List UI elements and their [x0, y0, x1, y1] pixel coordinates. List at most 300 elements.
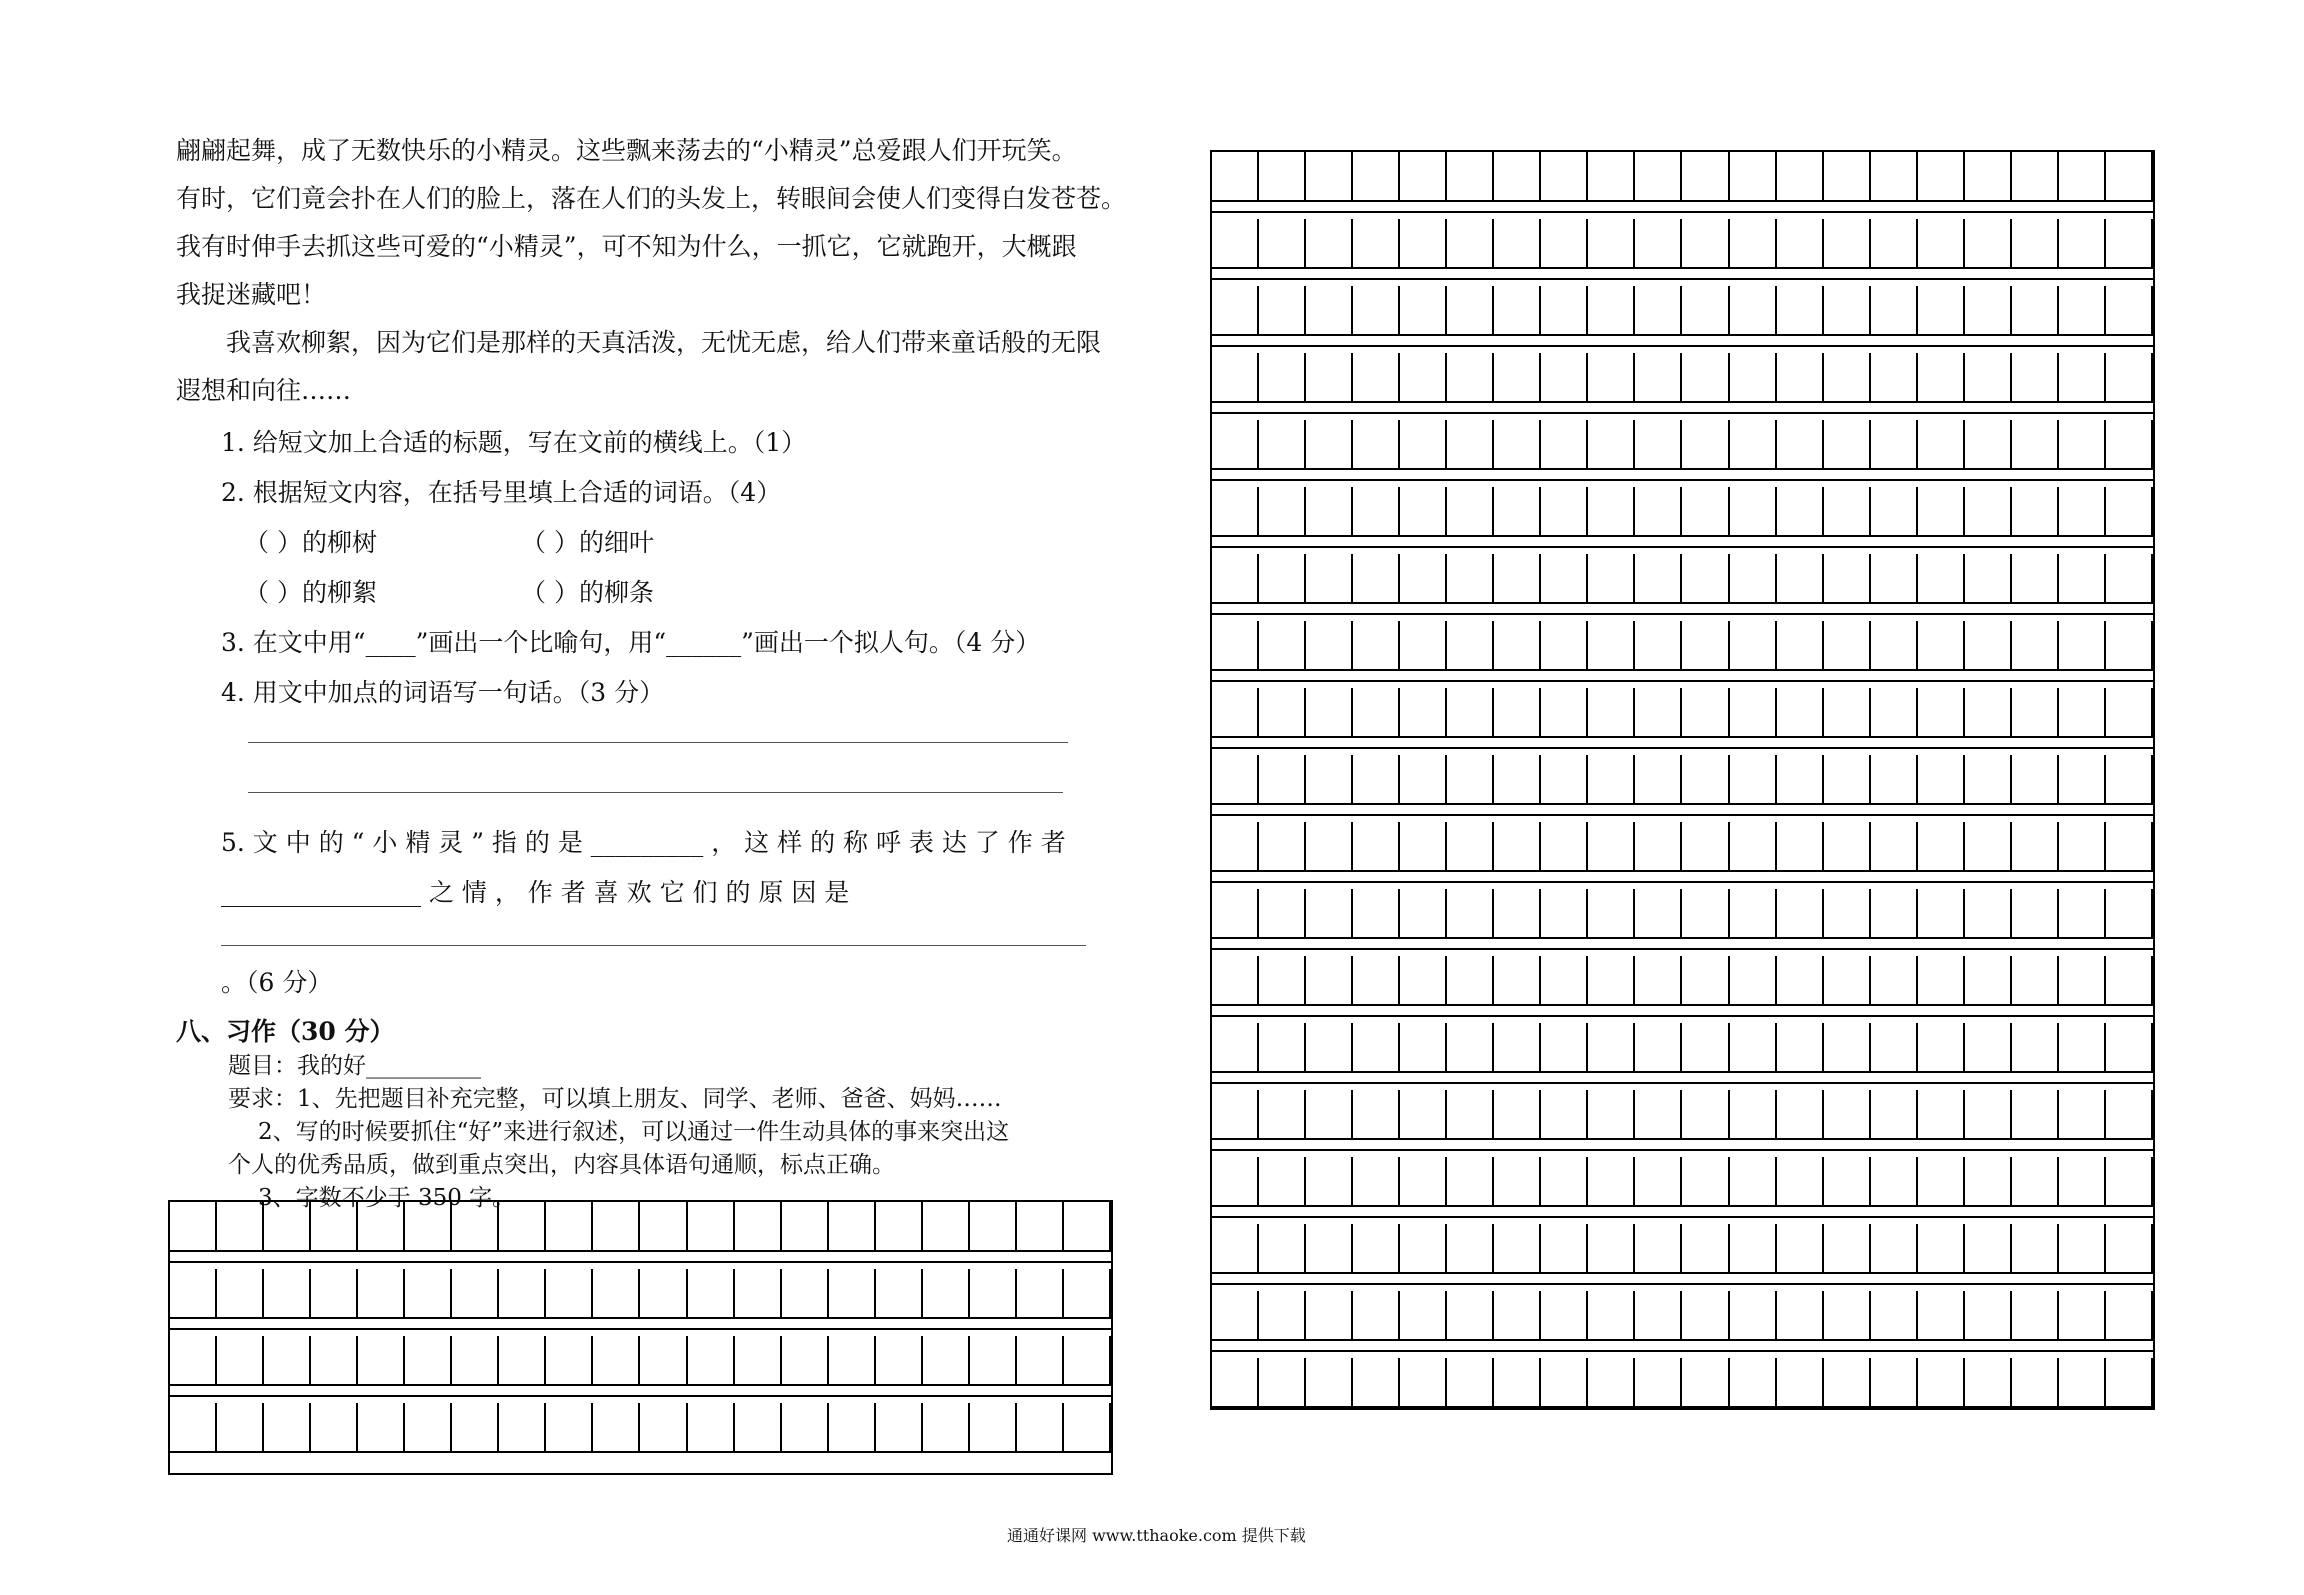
grid-cell[interactable] — [1259, 688, 1306, 738]
grid-cell[interactable] — [1918, 755, 1965, 805]
grid-cell[interactable] — [170, 1403, 217, 1453]
grid-cell[interactable] — [311, 1202, 358, 1252]
grid-cell[interactable] — [1353, 688, 1400, 738]
grid-cell[interactable] — [1588, 688, 1635, 738]
grid-cell[interactable] — [1447, 1291, 1494, 1341]
grid-cell[interactable] — [1918, 688, 1965, 738]
grid-cell[interactable] — [782, 1202, 829, 1252]
grid-cell[interactable] — [2106, 755, 2153, 805]
grid-cell[interactable] — [876, 1269, 923, 1319]
grid-cell[interactable] — [1212, 688, 1259, 738]
grid-cell[interactable] — [1777, 822, 1824, 872]
grid-cell[interactable] — [2106, 822, 2153, 872]
grid-cell[interactable] — [311, 1403, 358, 1453]
grid-cell[interactable] — [1965, 219, 2012, 269]
grid-cell[interactable] — [1635, 353, 1682, 403]
grid-cell[interactable] — [1683, 1023, 1730, 1073]
grid-cell[interactable] — [1683, 353, 1730, 403]
grid-cell[interactable] — [1306, 1224, 1353, 1274]
grid-cell[interactable] — [1212, 420, 1259, 470]
grid-cell[interactable] — [1683, 286, 1730, 336]
answer-line-2[interactable] — [248, 792, 1063, 793]
grid-cell[interactable] — [1777, 487, 1824, 537]
grid-cell[interactable] — [1918, 889, 1965, 939]
grid-cell[interactable] — [1588, 554, 1635, 604]
grid-cell[interactable] — [1447, 152, 1494, 202]
grid-cell[interactable] — [2012, 1157, 2059, 1207]
grid-cell[interactable] — [2012, 621, 2059, 671]
grid-cell[interactable] — [1494, 1358, 1541, 1408]
grid-cell[interactable] — [1918, 554, 1965, 604]
grid-cell[interactable] — [2106, 353, 2153, 403]
grid-cell[interactable] — [1212, 755, 1259, 805]
grid-cell[interactable] — [1730, 554, 1777, 604]
grid-cell[interactable] — [1447, 1023, 1494, 1073]
grid-cell[interactable] — [1353, 889, 1400, 939]
grid-cell[interactable] — [1871, 755, 1918, 805]
grid-cell[interactable] — [1494, 152, 1541, 202]
grid-cell[interactable] — [1259, 353, 1306, 403]
grid-cell[interactable] — [1400, 487, 1447, 537]
grid-cell[interactable] — [1683, 889, 1730, 939]
grid-cell[interactable] — [1017, 1269, 1064, 1319]
grid-cell[interactable] — [1353, 1090, 1400, 1140]
grid-cell[interactable] — [1353, 286, 1400, 336]
grid-cell[interactable] — [1683, 956, 1730, 1006]
grid-cell[interactable] — [593, 1202, 640, 1252]
grid-cell[interactable] — [1871, 688, 1918, 738]
grid-cell[interactable] — [1259, 822, 1306, 872]
grid-cell[interactable] — [1918, 1090, 1965, 1140]
grid-cell[interactable] — [1212, 219, 1259, 269]
grid-cell[interactable] — [1635, 219, 1682, 269]
grid-cell[interactable] — [1730, 420, 1777, 470]
grid-row[interactable] — [1212, 621, 2153, 671]
right-writing-grid[interactable] — [1210, 150, 2155, 1410]
grid-cell[interactable] — [2012, 1023, 2059, 1073]
grid-cell[interactable] — [782, 1403, 829, 1453]
grid-cell[interactable] — [1965, 1358, 2012, 1408]
grid-cell[interactable] — [1871, 1291, 1918, 1341]
grid-cell[interactable] — [1918, 1291, 1965, 1341]
grid-cell[interactable] — [1541, 1157, 1588, 1207]
grid-cell[interactable] — [1447, 1090, 1494, 1140]
grid-cell[interactable] — [1259, 286, 1306, 336]
grid-cell[interactable] — [1541, 1023, 1588, 1073]
grid-cell[interactable] — [1259, 1224, 1306, 1274]
grid-cell[interactable] — [1306, 621, 1353, 671]
grid-cell[interactable] — [1683, 1291, 1730, 1341]
grid-cell[interactable] — [1635, 889, 1682, 939]
grid-cell[interactable] — [2106, 420, 2153, 470]
grid-cell[interactable] — [1635, 688, 1682, 738]
grid-cell[interactable] — [1306, 420, 1353, 470]
grid-cell[interactable] — [1730, 1358, 1777, 1408]
grid-cell[interactable] — [1212, 956, 1259, 1006]
grid-cell[interactable] — [1588, 219, 1635, 269]
grid-cell[interactable] — [1259, 1291, 1306, 1341]
grid-cell[interactable] — [1353, 554, 1400, 604]
grid-cell[interactable] — [1777, 688, 1824, 738]
grid-cell[interactable] — [1730, 1291, 1777, 1341]
grid-cell[interactable] — [1683, 487, 1730, 537]
grid-cell[interactable] — [1588, 621, 1635, 671]
grid-cell[interactable] — [264, 1336, 311, 1386]
grid-cell[interactable] — [1588, 353, 1635, 403]
grid-cell[interactable] — [1306, 822, 1353, 872]
grid-cell[interactable] — [1730, 219, 1777, 269]
grid-cell[interactable] — [1541, 822, 1588, 872]
grid-cell[interactable] — [1259, 219, 1306, 269]
grid-cell[interactable] — [1918, 1157, 1965, 1207]
grid-cell[interactable] — [1918, 1023, 1965, 1073]
grid-cell[interactable] — [1353, 956, 1400, 1006]
grid-cell[interactable] — [1494, 554, 1541, 604]
grid-cell[interactable] — [1965, 353, 2012, 403]
grid-row[interactable] — [1212, 1291, 2153, 1341]
grid-cell[interactable] — [1447, 889, 1494, 939]
grid-cell[interactable] — [1541, 1090, 1588, 1140]
grid-cell[interactable] — [2106, 554, 2153, 604]
grid-cell[interactable] — [1353, 822, 1400, 872]
grid-cell[interactable] — [1683, 1224, 1730, 1274]
grid-cell[interactable] — [1730, 1157, 1777, 1207]
grid-cell[interactable] — [217, 1269, 264, 1319]
grid-cell[interactable] — [1871, 889, 1918, 939]
grid-cell[interactable] — [1447, 755, 1494, 805]
grid-cell[interactable] — [1683, 1090, 1730, 1140]
grid-cell[interactable] — [1918, 1358, 1965, 1408]
grid-cell[interactable] — [217, 1202, 264, 1252]
grid-cell[interactable] — [1635, 152, 1682, 202]
grid-cell[interactable] — [1306, 688, 1353, 738]
grid-cell[interactable] — [1306, 1090, 1353, 1140]
grid-cell[interactable] — [1824, 1358, 1871, 1408]
grid-cell[interactable] — [1259, 889, 1306, 939]
grid-cell[interactable] — [1965, 1023, 2012, 1073]
grid-cell[interactable] — [1588, 420, 1635, 470]
grid-cell[interactable] — [1353, 152, 1400, 202]
grid-cell[interactable] — [2106, 621, 2153, 671]
grid-cell[interactable] — [264, 1403, 311, 1453]
grid-cell[interactable] — [1259, 1157, 1306, 1207]
grid-cell[interactable] — [1871, 621, 1918, 671]
grid-cell[interactable] — [1306, 152, 1353, 202]
grid-cell[interactable] — [1259, 554, 1306, 604]
grid-cell[interactable] — [2012, 487, 2059, 537]
grid-cell[interactable] — [1777, 1291, 1824, 1341]
grid-cell[interactable] — [1635, 621, 1682, 671]
grid-cell[interactable] — [1447, 621, 1494, 671]
grid-cell[interactable] — [1777, 1023, 1824, 1073]
grid-cell[interactable] — [876, 1403, 923, 1453]
grid-cell[interactable] — [1212, 353, 1259, 403]
grid-cell[interactable] — [2012, 1224, 2059, 1274]
grid-row[interactable] — [1212, 286, 2153, 336]
grid-cell[interactable] — [1588, 487, 1635, 537]
grid-cell[interactable] — [1353, 1291, 1400, 1341]
grid-cell[interactable] — [1306, 1023, 1353, 1073]
grid-cell[interactable] — [1400, 688, 1447, 738]
grid-cell[interactable] — [452, 1403, 499, 1453]
grid-cell[interactable] — [688, 1202, 735, 1252]
grid-cell[interactable] — [1400, 889, 1447, 939]
grid-cell[interactable] — [1494, 755, 1541, 805]
grid-cell[interactable] — [1447, 554, 1494, 604]
grid-cell[interactable] — [1777, 1090, 1824, 1140]
grid-row[interactable] — [1212, 688, 2153, 738]
grid-cell[interactable] — [1447, 1157, 1494, 1207]
grid-cell[interactable] — [1588, 286, 1635, 336]
grid-cell[interactable] — [1400, 1358, 1447, 1408]
grid-cell[interactable] — [1824, 1157, 1871, 1207]
grid-cell[interactable] — [546, 1336, 593, 1386]
grid-cell[interactable] — [1541, 621, 1588, 671]
grid-cell[interactable] — [1541, 688, 1588, 738]
grid-cell[interactable] — [1824, 822, 1871, 872]
grid-cell[interactable] — [2012, 688, 2059, 738]
grid-row[interactable] — [1212, 554, 2153, 604]
grid-cell[interactable] — [1777, 889, 1824, 939]
grid-cell[interactable] — [1965, 554, 2012, 604]
grid-cell[interactable] — [1447, 956, 1494, 1006]
grid-cell[interactable] — [1541, 1291, 1588, 1341]
grid-cell[interactable] — [1306, 1157, 1353, 1207]
grid-cell[interactable] — [1494, 1224, 1541, 1274]
grid-cell[interactable] — [2059, 286, 2106, 336]
grid-cell[interactable] — [1871, 554, 1918, 604]
grid-cell[interactable] — [1871, 822, 1918, 872]
grid-cell[interactable] — [1259, 1358, 1306, 1408]
grid-cell[interactable] — [1017, 1403, 1064, 1453]
grid-cell[interactable] — [2059, 1157, 2106, 1207]
grid-cell[interactable] — [1824, 1023, 1871, 1073]
grid-cell[interactable] — [1447, 420, 1494, 470]
grid-cell[interactable] — [1017, 1336, 1064, 1386]
grid-cell[interactable] — [2106, 487, 2153, 537]
grid-cell[interactable] — [1965, 621, 2012, 671]
grid-cell[interactable] — [735, 1269, 782, 1319]
grid-cell[interactable] — [1871, 1090, 1918, 1140]
grid-cell[interactable] — [1212, 1291, 1259, 1341]
grid-cell[interactable] — [2106, 956, 2153, 1006]
grid-cell[interactable] — [1588, 889, 1635, 939]
grid-cell[interactable] — [1306, 1358, 1353, 1408]
grid-cell[interactable] — [2059, 1224, 2106, 1274]
grid-cell[interactable] — [1871, 956, 1918, 1006]
grid-cell[interactable] — [1494, 487, 1541, 537]
grid-cell[interactable] — [1447, 688, 1494, 738]
grid-cell[interactable] — [1541, 1358, 1588, 1408]
grid-cell[interactable] — [1965, 1224, 2012, 1274]
grid-cell[interactable] — [970, 1269, 1017, 1319]
grid-cell[interactable] — [2059, 1090, 2106, 1140]
grid-cell[interactable] — [829, 1202, 876, 1252]
grid-cell[interactable] — [1588, 1090, 1635, 1140]
grid-cell[interactable] — [1683, 822, 1730, 872]
answer-line-3[interactable] — [221, 945, 1086, 946]
grid-cell[interactable] — [1259, 621, 1306, 671]
grid-cell[interactable] — [546, 1269, 593, 1319]
grid-cell[interactable] — [1259, 152, 1306, 202]
grid-cell[interactable] — [1541, 889, 1588, 939]
grid-row[interactable] — [1212, 822, 2153, 872]
grid-cell[interactable] — [1400, 755, 1447, 805]
grid-cell[interactable] — [1541, 219, 1588, 269]
grid-cell[interactable] — [1683, 420, 1730, 470]
grid-cell[interactable] — [1306, 889, 1353, 939]
grid-cell[interactable] — [1777, 621, 1824, 671]
grid-cell[interactable] — [1400, 1224, 1447, 1274]
grid-cell[interactable] — [1918, 621, 1965, 671]
grid-row[interactable] — [170, 1336, 1111, 1386]
grid-cell[interactable] — [1306, 353, 1353, 403]
grid-cell[interactable] — [1494, 956, 1541, 1006]
grid-cell[interactable] — [1777, 554, 1824, 604]
grid-cell[interactable] — [1588, 956, 1635, 1006]
grid-cell[interactable] — [1259, 956, 1306, 1006]
grid-cell[interactable] — [499, 1336, 546, 1386]
grid-cell[interactable] — [1400, 1157, 1447, 1207]
grid-cell[interactable] — [499, 1403, 546, 1453]
grid-row[interactable] — [1212, 1224, 2153, 1274]
grid-cell[interactable] — [1447, 1358, 1494, 1408]
grid-row[interactable] — [1212, 1023, 2153, 1073]
grid-cell[interactable] — [1683, 554, 1730, 604]
grid-cell[interactable] — [1212, 1023, 1259, 1073]
grid-cell[interactable] — [1777, 1157, 1824, 1207]
grid-cell[interactable] — [1306, 554, 1353, 604]
grid-cell[interactable] — [1824, 889, 1871, 939]
left-writing-grid[interactable] — [168, 1200, 1113, 1475]
grid-cell[interactable] — [1730, 688, 1777, 738]
grid-cell[interactable] — [1918, 822, 1965, 872]
grid-cell[interactable] — [782, 1336, 829, 1386]
grid-cell[interactable] — [1353, 621, 1400, 671]
grid-cell[interactable] — [688, 1403, 735, 1453]
grid-cell[interactable] — [1064, 1269, 1111, 1319]
grid-cell[interactable] — [1212, 554, 1259, 604]
grid-cell[interactable] — [1541, 487, 1588, 537]
grid-cell[interactable] — [1212, 889, 1259, 939]
grid-cell[interactable] — [2059, 1358, 2106, 1408]
grid-cell[interactable] — [1730, 822, 1777, 872]
grid-cell[interactable] — [2012, 420, 2059, 470]
grid-cell[interactable] — [1212, 487, 1259, 537]
answer-line-1[interactable] — [248, 742, 1068, 743]
grid-cell[interactable] — [1730, 1023, 1777, 1073]
grid-cell[interactable] — [1588, 755, 1635, 805]
grid-cell[interactable] — [641, 1202, 688, 1252]
grid-cell[interactable] — [923, 1269, 970, 1319]
grid-cell[interactable] — [1400, 420, 1447, 470]
grid-cell[interactable] — [499, 1269, 546, 1319]
grid-cell[interactable] — [358, 1403, 405, 1453]
grid-cell[interactable] — [452, 1202, 499, 1252]
grid-cell[interactable] — [499, 1202, 546, 1252]
grid-cell[interactable] — [1730, 956, 1777, 1006]
grid-cell[interactable] — [1683, 219, 1730, 269]
grid-cell[interactable] — [358, 1336, 405, 1386]
grid-cell[interactable] — [2106, 1023, 2153, 1073]
grid-cell[interactable] — [1824, 755, 1871, 805]
grid-cell[interactable] — [217, 1336, 264, 1386]
grid-cell[interactable] — [1777, 1358, 1824, 1408]
grid-cell[interactable] — [1353, 1157, 1400, 1207]
grid-cell[interactable] — [2012, 1291, 2059, 1341]
grid-cell[interactable] — [2012, 554, 2059, 604]
grid-cell[interactable] — [1447, 1224, 1494, 1274]
grid-cell[interactable] — [1777, 152, 1824, 202]
grid-cell[interactable] — [1635, 1358, 1682, 1408]
grid-cell[interactable] — [1353, 1224, 1400, 1274]
grid-cell[interactable] — [970, 1202, 1017, 1252]
grid-cell[interactable] — [1064, 1336, 1111, 1386]
grid-cell[interactable] — [2012, 1358, 2059, 1408]
grid-cell[interactable] — [1400, 1023, 1447, 1073]
grid-row[interactable] — [1212, 219, 2153, 269]
grid-cell[interactable] — [1400, 219, 1447, 269]
grid-cell[interactable] — [1400, 956, 1447, 1006]
grid-cell[interactable] — [1871, 1157, 1918, 1207]
grid-cell[interactable] — [1541, 353, 1588, 403]
grid-cell[interactable] — [2106, 152, 2153, 202]
grid-cell[interactable] — [876, 1336, 923, 1386]
grid-cell[interactable] — [1494, 420, 1541, 470]
grid-cell[interactable] — [1918, 219, 1965, 269]
grid-cell[interactable] — [2106, 889, 2153, 939]
grid-cell[interactable] — [1588, 822, 1635, 872]
grid-cell[interactable] — [1447, 487, 1494, 537]
grid-cell[interactable] — [1588, 1224, 1635, 1274]
grid-cell[interactable] — [2106, 1291, 2153, 1341]
grid-cell[interactable] — [970, 1336, 1017, 1386]
grid-cell[interactable] — [1871, 1358, 1918, 1408]
grid-cell[interactable] — [1400, 554, 1447, 604]
grid-cell[interactable] — [2059, 353, 2106, 403]
grid-cell[interactable] — [1730, 621, 1777, 671]
grid-cell[interactable] — [170, 1269, 217, 1319]
grid-cell[interactable] — [546, 1403, 593, 1453]
grid-cell[interactable] — [1635, 554, 1682, 604]
grid-cell[interactable] — [2012, 1090, 2059, 1140]
grid-cell[interactable] — [1824, 487, 1871, 537]
grid-cell[interactable] — [1824, 554, 1871, 604]
grid-cell[interactable] — [1494, 219, 1541, 269]
grid-cell[interactable] — [641, 1336, 688, 1386]
grid-cell[interactable] — [1824, 152, 1871, 202]
grid-cell[interactable] — [1494, 621, 1541, 671]
grid-cell[interactable] — [1541, 286, 1588, 336]
grid-cell[interactable] — [217, 1403, 264, 1453]
grid-cell[interactable] — [1635, 956, 1682, 1006]
grid-cell[interactable] — [1918, 956, 1965, 1006]
grid-cell[interactable] — [1541, 420, 1588, 470]
grid-row[interactable] — [1212, 1090, 2153, 1140]
grid-cell[interactable] — [264, 1202, 311, 1252]
grid-cell[interactable] — [1777, 219, 1824, 269]
grid-cell[interactable] — [1918, 152, 1965, 202]
grid-cell[interactable] — [1635, 487, 1682, 537]
grid-cell[interactable] — [1447, 822, 1494, 872]
grid-cell[interactable] — [1259, 1023, 1306, 1073]
grid-cell[interactable] — [1777, 956, 1824, 1006]
grid-cell[interactable] — [923, 1202, 970, 1252]
grid-cell[interactable] — [1777, 286, 1824, 336]
grid-cell[interactable] — [1965, 822, 2012, 872]
grid-cell[interactable] — [1635, 420, 1682, 470]
grid-cell[interactable] — [1965, 1291, 2012, 1341]
